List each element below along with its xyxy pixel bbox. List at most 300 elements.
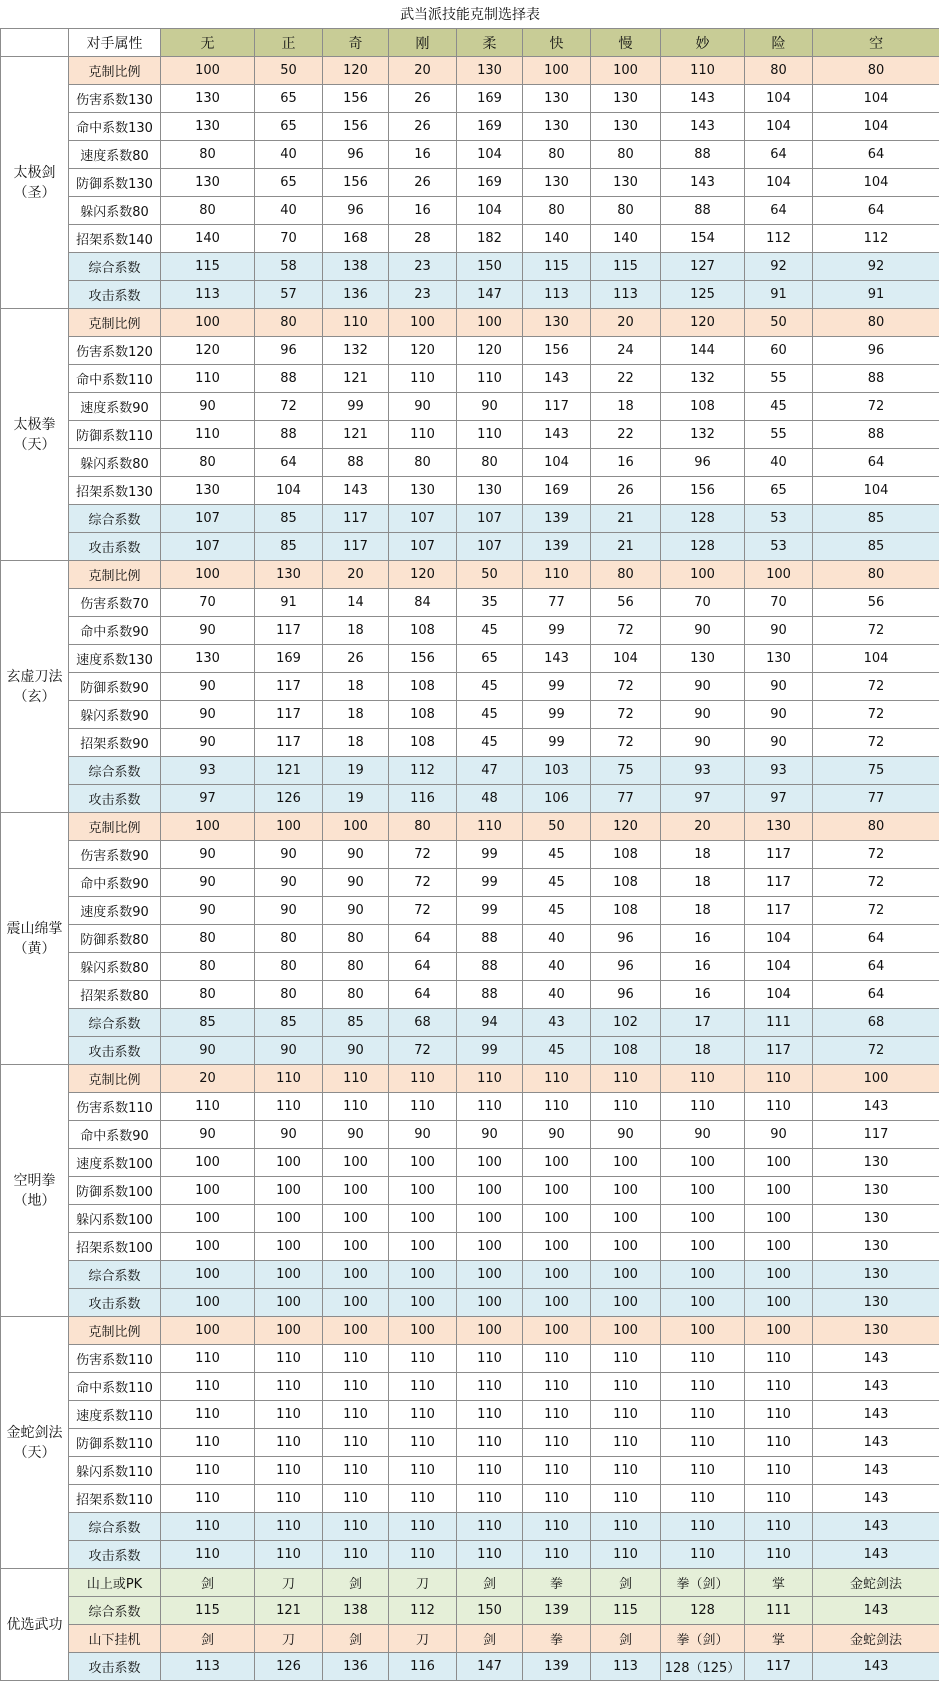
value-cell: 85 xyxy=(323,1009,389,1037)
value-cell: 50 xyxy=(255,57,323,85)
row-label: 命中系数90 xyxy=(69,869,161,897)
value-cell: 126 xyxy=(255,1653,323,1681)
value-cell: 110 xyxy=(661,1541,745,1569)
value-cell: 113 xyxy=(523,281,591,309)
value-cell: 100 xyxy=(591,1289,661,1317)
value-cell: 100 xyxy=(457,1177,523,1205)
value-cell: 110 xyxy=(161,1513,255,1541)
value-cell: 120 xyxy=(661,309,745,337)
value-cell: 140 xyxy=(591,225,661,253)
table-row xyxy=(1,225,939,253)
row-label: 防御系数110 xyxy=(69,421,161,449)
value-cell: 18 xyxy=(591,393,661,421)
value-cell: 72 xyxy=(389,869,457,897)
value-cell: 143 xyxy=(523,365,591,393)
row-label: 招架系数100 xyxy=(69,1233,161,1261)
value-cell: 100 xyxy=(591,1233,661,1261)
value-cell: 100 xyxy=(813,1065,939,1093)
row-label: 躲闪系数100 xyxy=(69,1205,161,1233)
value-cell: 110 xyxy=(745,1065,813,1093)
header-row xyxy=(1,29,939,57)
page-title: 武当派技能克制选择表 xyxy=(1,0,939,29)
value-cell: 45 xyxy=(523,869,591,897)
value-cell: 104 xyxy=(745,85,813,113)
value-cell: 110 xyxy=(661,1513,745,1541)
value-cell: 70 xyxy=(745,589,813,617)
value-cell: 100 xyxy=(457,309,523,337)
row-label: 伤害系数110 xyxy=(69,1093,161,1121)
value-cell: 22 xyxy=(591,421,661,449)
row-label: 攻击系数 xyxy=(69,1037,161,1065)
value-cell: 80 xyxy=(813,561,939,589)
value-cell: 107 xyxy=(161,533,255,561)
value-cell: 72 xyxy=(813,393,939,421)
value-cell: 90 xyxy=(323,897,389,925)
value-cell: 120 xyxy=(389,337,457,365)
value-cell: 90 xyxy=(161,897,255,925)
row-label: 躲闪系数90 xyxy=(69,701,161,729)
value-cell: 99 xyxy=(523,673,591,701)
value-cell: 20 xyxy=(389,57,457,85)
row-label: 综合系数 xyxy=(69,1597,161,1625)
value-cell: 104 xyxy=(523,449,591,477)
value-cell: 100 xyxy=(591,1149,661,1177)
table-row xyxy=(1,981,939,1009)
value-cell: 88 xyxy=(255,365,323,393)
value-cell: 110 xyxy=(323,1065,389,1093)
value-cell: 18 xyxy=(323,701,389,729)
value-cell: 53 xyxy=(745,505,813,533)
value-cell: 104 xyxy=(457,141,523,169)
value-cell: 100 xyxy=(457,1149,523,1177)
value-cell: 88 xyxy=(457,981,523,1009)
value-cell: 110 xyxy=(323,1457,389,1485)
value-cell: 80 xyxy=(457,449,523,477)
value-cell: 100 xyxy=(523,1317,591,1345)
value-cell: 拳 xyxy=(523,1569,591,1597)
value-cell: 104 xyxy=(813,645,939,673)
value-cell: 110 xyxy=(661,1345,745,1373)
value-cell: 110 xyxy=(457,1485,523,1513)
value-cell: 100 xyxy=(457,1317,523,1345)
value-cell: 85 xyxy=(813,533,939,561)
value-cell: 72 xyxy=(813,869,939,897)
table-row xyxy=(1,477,939,505)
value-cell: 80 xyxy=(389,813,457,841)
value-cell: 130 xyxy=(591,113,661,141)
value-cell: 90 xyxy=(161,617,255,645)
attr-header-cell: 刚 xyxy=(389,29,457,57)
value-cell: 143 xyxy=(523,645,591,673)
value-cell: 110 xyxy=(457,1065,523,1093)
value-cell: 剑 xyxy=(161,1569,255,1597)
attr-header-cell: 空 xyxy=(813,29,939,57)
value-cell: 100 xyxy=(161,1205,255,1233)
value-cell: 64 xyxy=(813,953,939,981)
value-cell: 100 xyxy=(661,561,745,589)
value-cell: 90 xyxy=(161,673,255,701)
value-cell: 143 xyxy=(661,113,745,141)
value-cell: 96 xyxy=(813,337,939,365)
value-cell: 50 xyxy=(523,813,591,841)
value-cell: 130 xyxy=(523,169,591,197)
value-cell: 100 xyxy=(389,1317,457,1345)
value-cell: 90 xyxy=(255,897,323,925)
value-cell: 130 xyxy=(161,85,255,113)
value-cell: 121 xyxy=(323,365,389,393)
value-cell: 110 xyxy=(745,1541,813,1569)
value-cell: 130 xyxy=(523,85,591,113)
value-cell: 110 xyxy=(523,1093,591,1121)
value-cell: 113 xyxy=(161,281,255,309)
value-cell: 100 xyxy=(323,1289,389,1317)
value-cell: 128 xyxy=(661,533,745,561)
value-cell: 130 xyxy=(661,645,745,673)
row-label: 招架系数130 xyxy=(69,477,161,505)
value-cell: 110 xyxy=(255,1093,323,1121)
value-cell: 90 xyxy=(323,1037,389,1065)
skill-group-label: 震山绵掌 （黄） xyxy=(1,813,69,1065)
row-label: 克制比例 xyxy=(69,813,161,841)
value-cell: 97 xyxy=(661,785,745,813)
value-cell: 45 xyxy=(457,701,523,729)
value-cell: 18 xyxy=(323,729,389,757)
value-cell: 100 xyxy=(745,1149,813,1177)
value-cell: 100 xyxy=(389,1149,457,1177)
value-cell: 110 xyxy=(323,1541,389,1569)
value-cell: 110 xyxy=(661,1457,745,1485)
row-label: 伤害系数130 xyxy=(69,85,161,113)
value-cell: 90 xyxy=(661,729,745,757)
skill-group-label: 太极拳 （天） xyxy=(1,309,69,561)
value-cell: 110 xyxy=(745,1513,813,1541)
value-cell: 130 xyxy=(745,645,813,673)
value-cell: 16 xyxy=(591,449,661,477)
value-cell: 110 xyxy=(591,1485,661,1513)
value-cell: 96 xyxy=(255,337,323,365)
value-cell: 169 xyxy=(457,169,523,197)
value-cell: 110 xyxy=(745,1345,813,1373)
value-cell: 132 xyxy=(323,337,389,365)
value-cell: 刀 xyxy=(389,1569,457,1597)
value-cell: 104 xyxy=(745,981,813,1009)
table-row xyxy=(1,309,939,337)
table-row xyxy=(1,253,939,281)
value-cell: 100 xyxy=(323,1317,389,1345)
value-cell: 110 xyxy=(161,1345,255,1373)
value-cell: 90 xyxy=(457,1121,523,1149)
table-row xyxy=(1,1065,939,1093)
attr-header-cell: 柔 xyxy=(457,29,523,57)
table-row xyxy=(1,1513,939,1541)
value-cell: 130 xyxy=(591,169,661,197)
value-cell: 128（125） xyxy=(661,1653,745,1681)
value-cell: 100 xyxy=(745,1261,813,1289)
value-cell: 110 xyxy=(389,1401,457,1429)
row-label: 速度系数90 xyxy=(69,393,161,421)
value-cell: 22 xyxy=(591,365,661,393)
value-cell: 97 xyxy=(161,785,255,813)
value-cell: 100 xyxy=(457,1205,523,1233)
value-cell: 72 xyxy=(813,617,939,645)
value-cell: 110 xyxy=(323,1345,389,1373)
value-cell: 130 xyxy=(813,1261,939,1289)
value-cell: 90 xyxy=(161,729,255,757)
value-cell: 115 xyxy=(591,253,661,281)
value-cell: 132 xyxy=(661,365,745,393)
value-cell: 110 xyxy=(457,1093,523,1121)
table-row xyxy=(1,1541,939,1569)
value-cell: 88 xyxy=(661,141,745,169)
value-cell: 80 xyxy=(161,141,255,169)
value-cell: 169 xyxy=(255,645,323,673)
value-cell: 金蛇剑法 xyxy=(813,1569,939,1597)
value-cell: 80 xyxy=(523,197,591,225)
value-cell: 90 xyxy=(389,1121,457,1149)
table-row xyxy=(1,1037,939,1065)
value-cell: 90 xyxy=(523,1121,591,1149)
row-label: 防御系数110 xyxy=(69,1429,161,1457)
row-label: 综合系数 xyxy=(69,1009,161,1037)
value-cell: 64 xyxy=(813,141,939,169)
value-cell: 108 xyxy=(389,701,457,729)
value-cell: 剑 xyxy=(457,1569,523,1597)
value-cell: 108 xyxy=(591,841,661,869)
value-cell: 18 xyxy=(323,673,389,701)
table-row xyxy=(1,85,939,113)
value-cell: 115 xyxy=(591,1597,661,1625)
value-cell: 19 xyxy=(323,757,389,785)
value-cell: 110 xyxy=(457,1373,523,1401)
table-row xyxy=(1,393,939,421)
value-cell: 100 xyxy=(661,1205,745,1233)
value-cell: 104 xyxy=(745,925,813,953)
row-label: 速度系数80 xyxy=(69,141,161,169)
value-cell: 99 xyxy=(523,701,591,729)
value-cell: 80 xyxy=(591,141,661,169)
value-cell: 110 xyxy=(161,1485,255,1513)
value-cell: 130 xyxy=(523,113,591,141)
value-cell: 80 xyxy=(323,925,389,953)
value-cell: 112 xyxy=(389,1597,457,1625)
value-cell: 104 xyxy=(745,113,813,141)
value-cell: 拳（剑） xyxy=(661,1569,745,1597)
value-cell: 100 xyxy=(389,1261,457,1289)
value-cell: 77 xyxy=(813,785,939,813)
value-cell: 96 xyxy=(591,981,661,1009)
row-label: 防御系数90 xyxy=(69,673,161,701)
value-cell: 70 xyxy=(661,589,745,617)
value-cell: 100 xyxy=(591,1261,661,1289)
table-row xyxy=(1,1177,939,1205)
value-cell: 剑 xyxy=(591,1569,661,1597)
value-cell: 100 xyxy=(591,1205,661,1233)
value-cell: 92 xyxy=(745,253,813,281)
value-cell: 108 xyxy=(389,673,457,701)
value-cell: 45 xyxy=(457,617,523,645)
value-cell: 110 xyxy=(523,1345,591,1373)
value-cell: 104 xyxy=(813,169,939,197)
value-cell: 156 xyxy=(323,169,389,197)
value-cell: 20 xyxy=(161,1065,255,1093)
table-row xyxy=(1,617,939,645)
table-row xyxy=(1,1261,939,1289)
value-cell: 100 xyxy=(745,1177,813,1205)
value-cell: 110 xyxy=(389,421,457,449)
value-cell: 100 xyxy=(161,561,255,589)
value-cell: 110 xyxy=(523,561,591,589)
value-cell: 100 xyxy=(255,1261,323,1289)
value-cell: 72 xyxy=(389,1037,457,1065)
value-cell: 64 xyxy=(813,925,939,953)
value-cell: 88 xyxy=(457,953,523,981)
value-cell: 110 xyxy=(255,1345,323,1373)
value-cell: 139 xyxy=(523,1653,591,1681)
value-cell: 99 xyxy=(523,617,591,645)
value-cell: 88 xyxy=(323,449,389,477)
value-cell: 64 xyxy=(813,197,939,225)
value-cell: 102 xyxy=(591,1009,661,1037)
value-cell: 18 xyxy=(661,869,745,897)
value-cell: 104 xyxy=(457,197,523,225)
table-row xyxy=(1,421,939,449)
value-cell: 100 xyxy=(161,57,255,85)
value-cell: 45 xyxy=(523,1037,591,1065)
value-cell: 110 xyxy=(255,1485,323,1513)
value-cell: 90 xyxy=(661,701,745,729)
value-cell: 139 xyxy=(523,1597,591,1625)
value-cell: 139 xyxy=(523,533,591,561)
value-cell: 65 xyxy=(255,113,323,141)
value-cell: 128 xyxy=(661,505,745,533)
value-cell: 136 xyxy=(323,281,389,309)
value-cell: 121 xyxy=(255,757,323,785)
value-cell: 110 xyxy=(591,1429,661,1457)
value-cell: 110 xyxy=(457,1513,523,1541)
value-cell: 110 xyxy=(661,1401,745,1429)
value-cell: 110 xyxy=(523,1401,591,1429)
value-cell: 110 xyxy=(523,1373,591,1401)
value-cell: 72 xyxy=(813,1037,939,1065)
value-cell: 45 xyxy=(523,841,591,869)
value-cell: 100 xyxy=(661,1317,745,1345)
value-cell: 55 xyxy=(745,365,813,393)
value-cell: 132 xyxy=(661,421,745,449)
value-cell: 90 xyxy=(389,393,457,421)
value-cell: 147 xyxy=(457,1653,523,1681)
value-cell: 100 xyxy=(661,1149,745,1177)
value-cell: 110 xyxy=(255,1373,323,1401)
value-cell: 64 xyxy=(745,141,813,169)
value-cell: 20 xyxy=(661,813,745,841)
attr-header-cell: 快 xyxy=(523,29,591,57)
value-cell: 110 xyxy=(523,1541,591,1569)
value-cell: 90 xyxy=(745,673,813,701)
value-cell: 19 xyxy=(323,785,389,813)
table-row xyxy=(1,785,939,813)
table-row xyxy=(1,841,939,869)
value-cell: 90 xyxy=(161,1037,255,1065)
value-cell: 72 xyxy=(591,729,661,757)
value-cell: 110 xyxy=(323,1513,389,1541)
value-cell: 65 xyxy=(255,85,323,113)
value-cell: 120 xyxy=(161,337,255,365)
value-cell: 80 xyxy=(323,953,389,981)
value-cell: 100 xyxy=(591,57,661,85)
value-cell: 130 xyxy=(745,813,813,841)
attr-header-cell: 奇 xyxy=(323,29,389,57)
value-cell: 110 xyxy=(389,1485,457,1513)
attr-header-cell: 无 xyxy=(161,29,255,57)
value-cell: 130 xyxy=(161,169,255,197)
value-cell: 120 xyxy=(457,337,523,365)
value-cell: 75 xyxy=(591,757,661,785)
table-row xyxy=(1,757,939,785)
table-row xyxy=(1,645,939,673)
value-cell: 刀 xyxy=(255,1625,323,1653)
value-cell: 90 xyxy=(255,1037,323,1065)
value-cell: 106 xyxy=(523,785,591,813)
attr-header-cell: 慢 xyxy=(591,29,661,57)
value-cell: 93 xyxy=(745,757,813,785)
value-cell: 100 xyxy=(745,1233,813,1261)
attr-header-cell: 妙 xyxy=(661,29,745,57)
value-cell: 104 xyxy=(255,477,323,505)
value-cell: 50 xyxy=(745,309,813,337)
value-cell: 99 xyxy=(323,393,389,421)
value-cell: 64 xyxy=(813,981,939,1009)
value-cell: 18 xyxy=(661,1037,745,1065)
value-cell: 143 xyxy=(813,1513,939,1541)
table-row xyxy=(1,113,939,141)
value-cell: 72 xyxy=(389,841,457,869)
value-cell: 28 xyxy=(389,225,457,253)
value-cell: 110 xyxy=(591,1457,661,1485)
value-cell: 70 xyxy=(161,589,255,617)
value-cell: 80 xyxy=(389,449,457,477)
value-cell: 20 xyxy=(323,561,389,589)
value-cell: 110 xyxy=(523,1429,591,1457)
value-cell: 107 xyxy=(389,505,457,533)
value-cell: 100 xyxy=(523,1149,591,1177)
value-cell: 130 xyxy=(255,561,323,589)
value-cell: 100 xyxy=(255,1205,323,1233)
value-cell: 64 xyxy=(745,197,813,225)
table-row xyxy=(1,701,939,729)
row-label: 攻击系数 xyxy=(69,1541,161,1569)
value-cell: 72 xyxy=(813,701,939,729)
value-cell: 110 xyxy=(389,1093,457,1121)
value-cell: 100 xyxy=(389,1205,457,1233)
value-cell: 110 xyxy=(745,1401,813,1429)
table-row xyxy=(1,1429,939,1457)
value-cell: 80 xyxy=(255,925,323,953)
table-row xyxy=(1,1653,939,1681)
value-cell: 112 xyxy=(813,225,939,253)
value-cell: 55 xyxy=(745,421,813,449)
value-cell: 110 xyxy=(389,1457,457,1485)
table-row xyxy=(1,197,939,225)
value-cell: 107 xyxy=(457,533,523,561)
attr-header-cell: 险 xyxy=(745,29,813,57)
value-cell: 100 xyxy=(523,1289,591,1317)
value-cell: 156 xyxy=(661,477,745,505)
value-cell: 57 xyxy=(255,281,323,309)
value-cell: 刀 xyxy=(255,1569,323,1597)
value-cell: 刀 xyxy=(389,1625,457,1653)
value-cell: 117 xyxy=(323,505,389,533)
table-body xyxy=(1,0,939,1681)
